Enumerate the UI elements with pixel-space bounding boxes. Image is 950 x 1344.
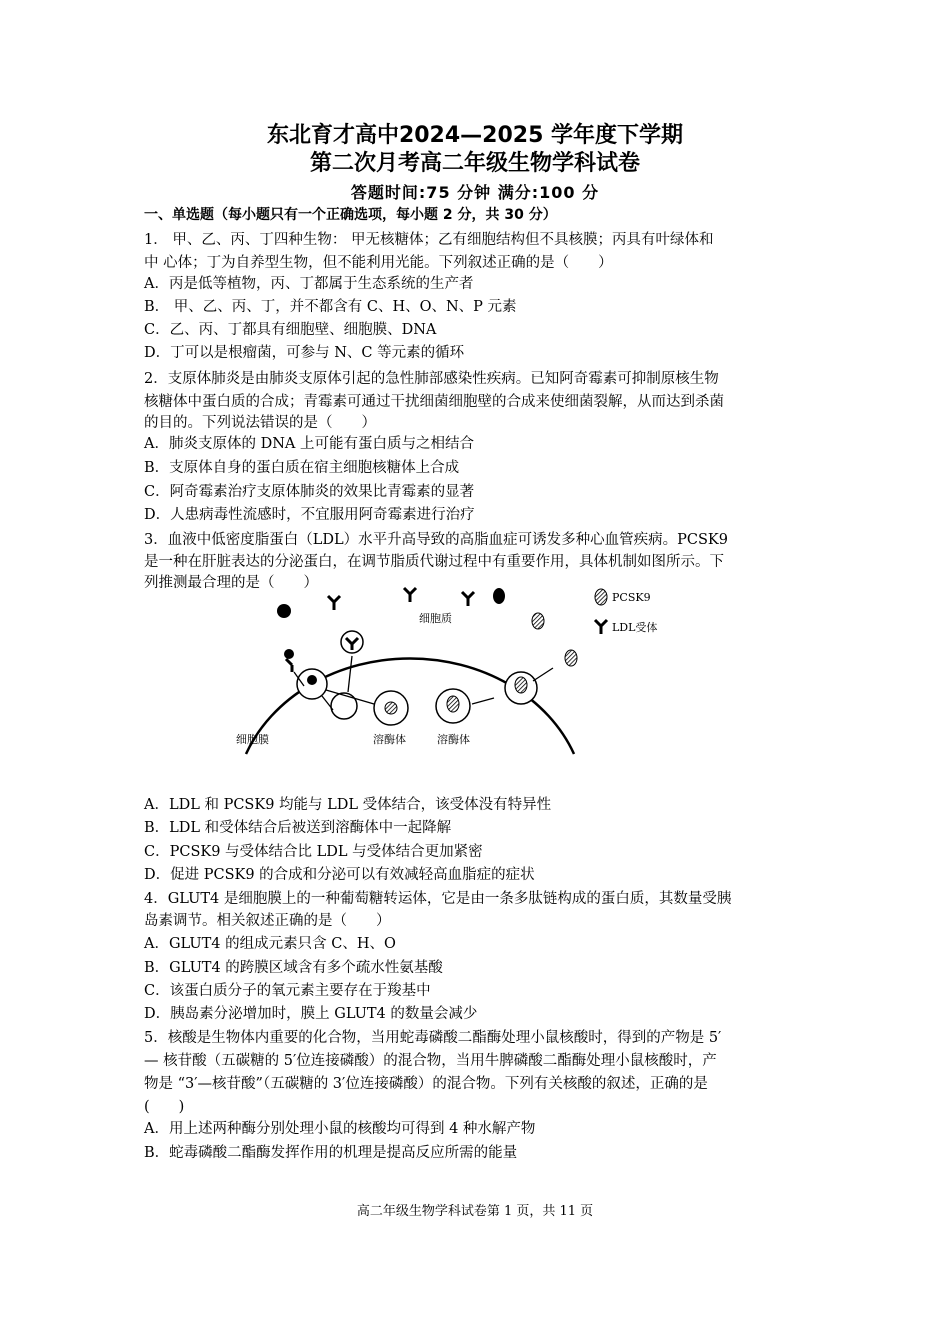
q5-option-a: A．用上述两种酶分别处理小鼠的核酸均可得到 4 种水解产物 [144,1121,536,1137]
q4-stem-1: 4．GLUT4 是细胞膜上的一种葡萄糖转运体，它是由一条多肽链构成的蛋白质，其数量受胰 [144,891,732,907]
q3-option-a: A．LDL 和 PCSK9 均能与 LDL 受体结合，该受体没有特异性 [144,797,552,813]
recycling-vesicle [331,693,357,719]
q2-stem-1: 2．支原体肺炎是由肺炎支原体引起的急性肺部感染性疾病。已知阿奇霉素可抑制原核生物 [144,371,719,387]
q3-option-c: C．PCSK9 与受体结合比 LDL 与受体结合更加紧密 [144,844,483,860]
pcsk9-bound [515,677,527,693]
q2-option-d: D．人患病毒性流感时，不宜服用阿奇霉素进行治疗 [144,507,475,523]
membrane-receptor [404,588,416,602]
q2-stem-2: 核糖体中蛋白质的合成；青霉素可通过干扰细菌细胞壁的合成来使细菌裂解，从而达到杀菌 [144,394,724,410]
q3-stem-3: 列推测最合理的是（ ） [144,575,318,591]
q5-stem-4: ( ) [144,1099,185,1115]
q1-option-a: A．丙是低等植物，丙、丁都属于生态系统的生产者 [144,276,474,292]
q5-stem-2: — 核苷酸（五碳糖的 5′位连接磷酸）的混合物，当用牛脾磷酸二酯酶处理小鼠核酸时，产 [144,1053,717,1069]
q1-option-b: B． 甲、乙、丙、丁，并不都含有 C、H、O、N、P 元素 [144,299,517,315]
exam-info: 答题时间:75 分钟 满分:100 分 [350,183,600,202]
legend-pcsk9-label: PCSK9 [612,591,651,604]
legend-receptor-icon [595,620,607,634]
pcsk9-at-membrane [565,650,577,666]
q2-option-b: B．支原体自身的蛋白质在宿主细胞核糖体上合成 [144,460,460,476]
section-heading: 一、单选题（每小题只有一个正确选项，每小题 2 分，共 30 分） [144,207,557,223]
q4-option-a: A．GLUT4 的组成元素只含 C、H、O [144,936,396,952]
receptor-ldl-complex [286,659,292,672]
ldl-particle [284,649,294,659]
q4-option-d: D．胰岛素分泌增加时，膜上 GLUT4 的数量会减少 [144,1006,478,1022]
q4-option-b: B．GLUT4 的跨膜区域含有多个疏水性氨基酸 [144,960,443,976]
q3-stem-1: 3．血液中低密度脂蛋白（LDL）水平升高导致的高脂血症可诱发多种心血管疾病。PCSK9 [144,532,728,548]
q5-option-b: B．蛇毒磷酸二酯酶发挥作用的机理是提高反应所需的能量 [144,1145,518,1161]
ldl-particle [307,675,317,685]
q1-option-c: C．乙、丙、丁都具有细胞壁、细胞膜、DNA [144,322,437,338]
q5-stem-1: 5．核酸是生物体内重要的化合物，当用蛇毒磷酸二酯酶处理小鼠核酸时，得到的产物是 5′ [144,1030,722,1046]
label-lysosome-1: 溶酶体 [373,733,406,746]
legend-receptor-label: LDL受体 [612,621,658,634]
membrane-receptor [462,592,474,606]
q1-option-d: D．丁可以是根瘤菌，可参与 N、C 等元素的循环 [144,345,465,361]
q2-option-c: C．阿奇霉素治疗支原体肺炎的效果比青霉素的显著 [144,484,475,500]
q5-stem-3: 物是 “3′—核苷酸”（五碳糖的 3′位连接磷酸）的混合物。下列有关核酸的叙述，正确的是 [144,1076,708,1092]
title-line-1: 东北育才高中2024—2025 学年度下学期 [266,123,684,148]
q1-stem-1: 1． 甲、乙、丙、丁四种生物： 甲无核糖体；乙有细胞结构但不具核膜；丙具有叶绿体和 [144,232,714,248]
label-membrane: 细胞膜 [236,733,269,746]
membrane-receptor [328,596,340,610]
q3-stem-2: 是一种在肝脏表达的分泌蛋白，在调节脂质代谢过程中有重要作用，具体机制如图所示。下 [144,554,724,570]
ldl-particle [277,604,291,618]
q2-stem-3: 的目的。下列说法错误的是（ ） [144,415,376,431]
q1-stem-2: 中 心体；丁为自养型生物，但不能利用光能。下列叙述正确的是（ ） [144,255,613,271]
ldl-pcsk9-diagram [228,586,698,761]
label-cytoplasm: 细胞质 [419,612,452,625]
ldl-particle [493,588,505,604]
degraded-pcsk9 [447,696,459,712]
title-line-2: 第二次月考高二年级生物学科试卷 [309,151,640,176]
q4-stem-2: 岛素调节。相关叙述正确的是（ ） [144,913,391,929]
page-footer: 高二年级生物学科试卷第 1 页，共 11 页 [356,1204,594,1219]
pcsk9-molecule [532,613,544,629]
q2-option-a: A．肺炎支原体的 DNA 上可能有蛋白质与之相结合 [144,436,474,452]
label-lysosome-2: 溶酶体 [437,733,470,746]
q4-option-c: C．该蛋白质分子的氧元素主要存在于羧基中 [144,983,431,999]
q3-option-b: B．LDL 和受体结合后被送到溶酶体中一起降解 [144,820,452,836]
q3-option-d: D．促进 PCSK9 的合成和分泌可以有效减轻高血脂症的症状 [144,867,535,883]
degraded-ldl [385,702,397,714]
legend-pcsk9-icon [595,589,607,605]
